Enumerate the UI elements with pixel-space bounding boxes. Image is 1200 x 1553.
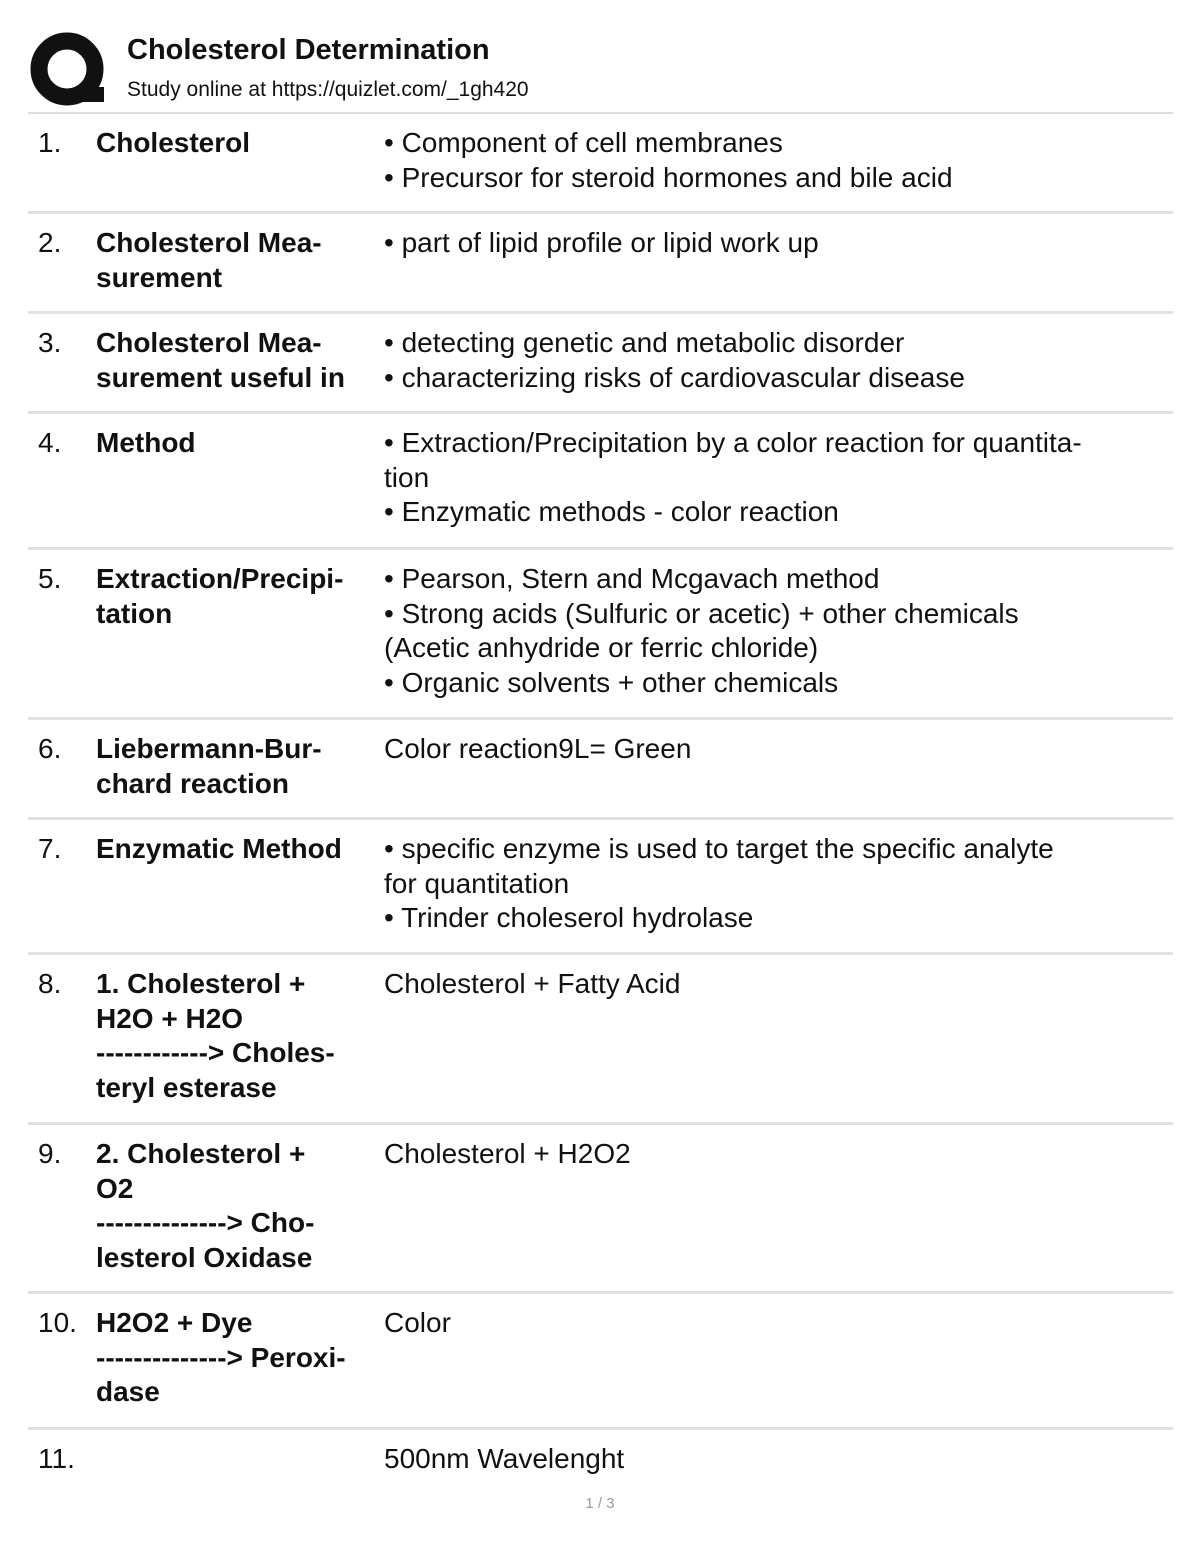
- card-definition: • Component of cell membranes • Precursor for steroid hormones and bile acid: [384, 127, 953, 193]
- card-term: Method: [96, 427, 196, 458]
- flashcard-row: [28, 1125, 1173, 1294]
- card-number: 11.: [38, 1443, 75, 1474]
- flashcard-row: [28, 414, 1173, 550]
- card-number: 1.: [38, 127, 62, 158]
- flashcard-row: [28, 820, 1173, 955]
- card-definition: • Extraction/Precipitation by a color reaction for quantita- tion • Enzymatic methods - color reaction: [384, 427, 1082, 527]
- flashcard-row: [28, 314, 1173, 414]
- card-term: Cholesterol Mea- surement useful in: [96, 327, 345, 393]
- card-term: Cholesterol Mea- surement: [96, 227, 322, 293]
- document-header: [28, 28, 1173, 112]
- card-number: 8.: [38, 968, 62, 999]
- card-term: 2. Cholesterol + O2 --------------> Cho- lesterol Oxidase: [96, 1138, 315, 1273]
- flashcard-row: [28, 955, 1173, 1125]
- card-definition: • specific enzyme is used to target the specific analyte for quantitation • Trinder choleserol hydrolase: [384, 833, 1054, 933]
- study-online-link[interactable]: Study online at https://quizlet.com/_1gh420: [127, 78, 529, 101]
- quizlet-logo-icon: [30, 32, 106, 108]
- card-definition: Cholesterol + Fatty Acid: [384, 968, 681, 999]
- flashcard-row: [28, 114, 1173, 214]
- card-definition: • Pearson, Stern and Mcgavach method • Strong acids (Sulfuric or acetic) + other chemicals (Acetic anhydride or ferric chloride) • Organic solvents + other chemicals: [384, 563, 1019, 698]
- card-definition: Color: [384, 1307, 451, 1338]
- flashcard-row: [28, 1430, 1173, 1492]
- document-title: Cholesterol Determination: [127, 34, 490, 66]
- flashcard-row: [28, 1294, 1173, 1430]
- card-term: 1. Cholesterol + H2O + H2O ------------> Choles- teryl esterase: [96, 968, 335, 1103]
- card-number: 6.: [38, 733, 62, 764]
- card-term: [96, 1442, 384, 1492]
- card-definition: 500nm Wavelenght: [384, 1443, 625, 1474]
- card-definition: • detecting genetic and metabolic disorder • characterizing risks of cardiovascular disease: [384, 327, 965, 393]
- card-number: 4.: [38, 427, 62, 458]
- page-indicator: 1 / 3: [585, 1495, 615, 1512]
- card-number: 9.: [38, 1138, 62, 1169]
- flashcard-row: [28, 550, 1173, 720]
- card-term: Extraction/Precipi- tation: [96, 563, 344, 629]
- card-number: 10.: [38, 1307, 77, 1338]
- card-term: H2O2 + Dye --------------> Peroxi- dase: [96, 1307, 346, 1407]
- card-definition: Cholesterol + H2O2: [384, 1138, 631, 1169]
- card-definition: • part of lipid profile or lipid work up: [384, 227, 819, 258]
- card-term: Liebermann-Bur- chard reaction: [96, 733, 322, 799]
- card-number: 5.: [38, 563, 62, 594]
- card-number: 7.: [38, 833, 62, 864]
- card-term: Enzymatic Method: [96, 833, 342, 864]
- flashcard-row: [28, 214, 1173, 314]
- card-term: Cholesterol: [96, 127, 251, 158]
- flashcard-row: [28, 720, 1173, 820]
- flashcard-list: [28, 114, 1173, 1492]
- card-number: 3.: [38, 327, 62, 358]
- card-definition: Color reaction9L= Green: [384, 733, 692, 764]
- card-number: 2.: [38, 227, 62, 258]
